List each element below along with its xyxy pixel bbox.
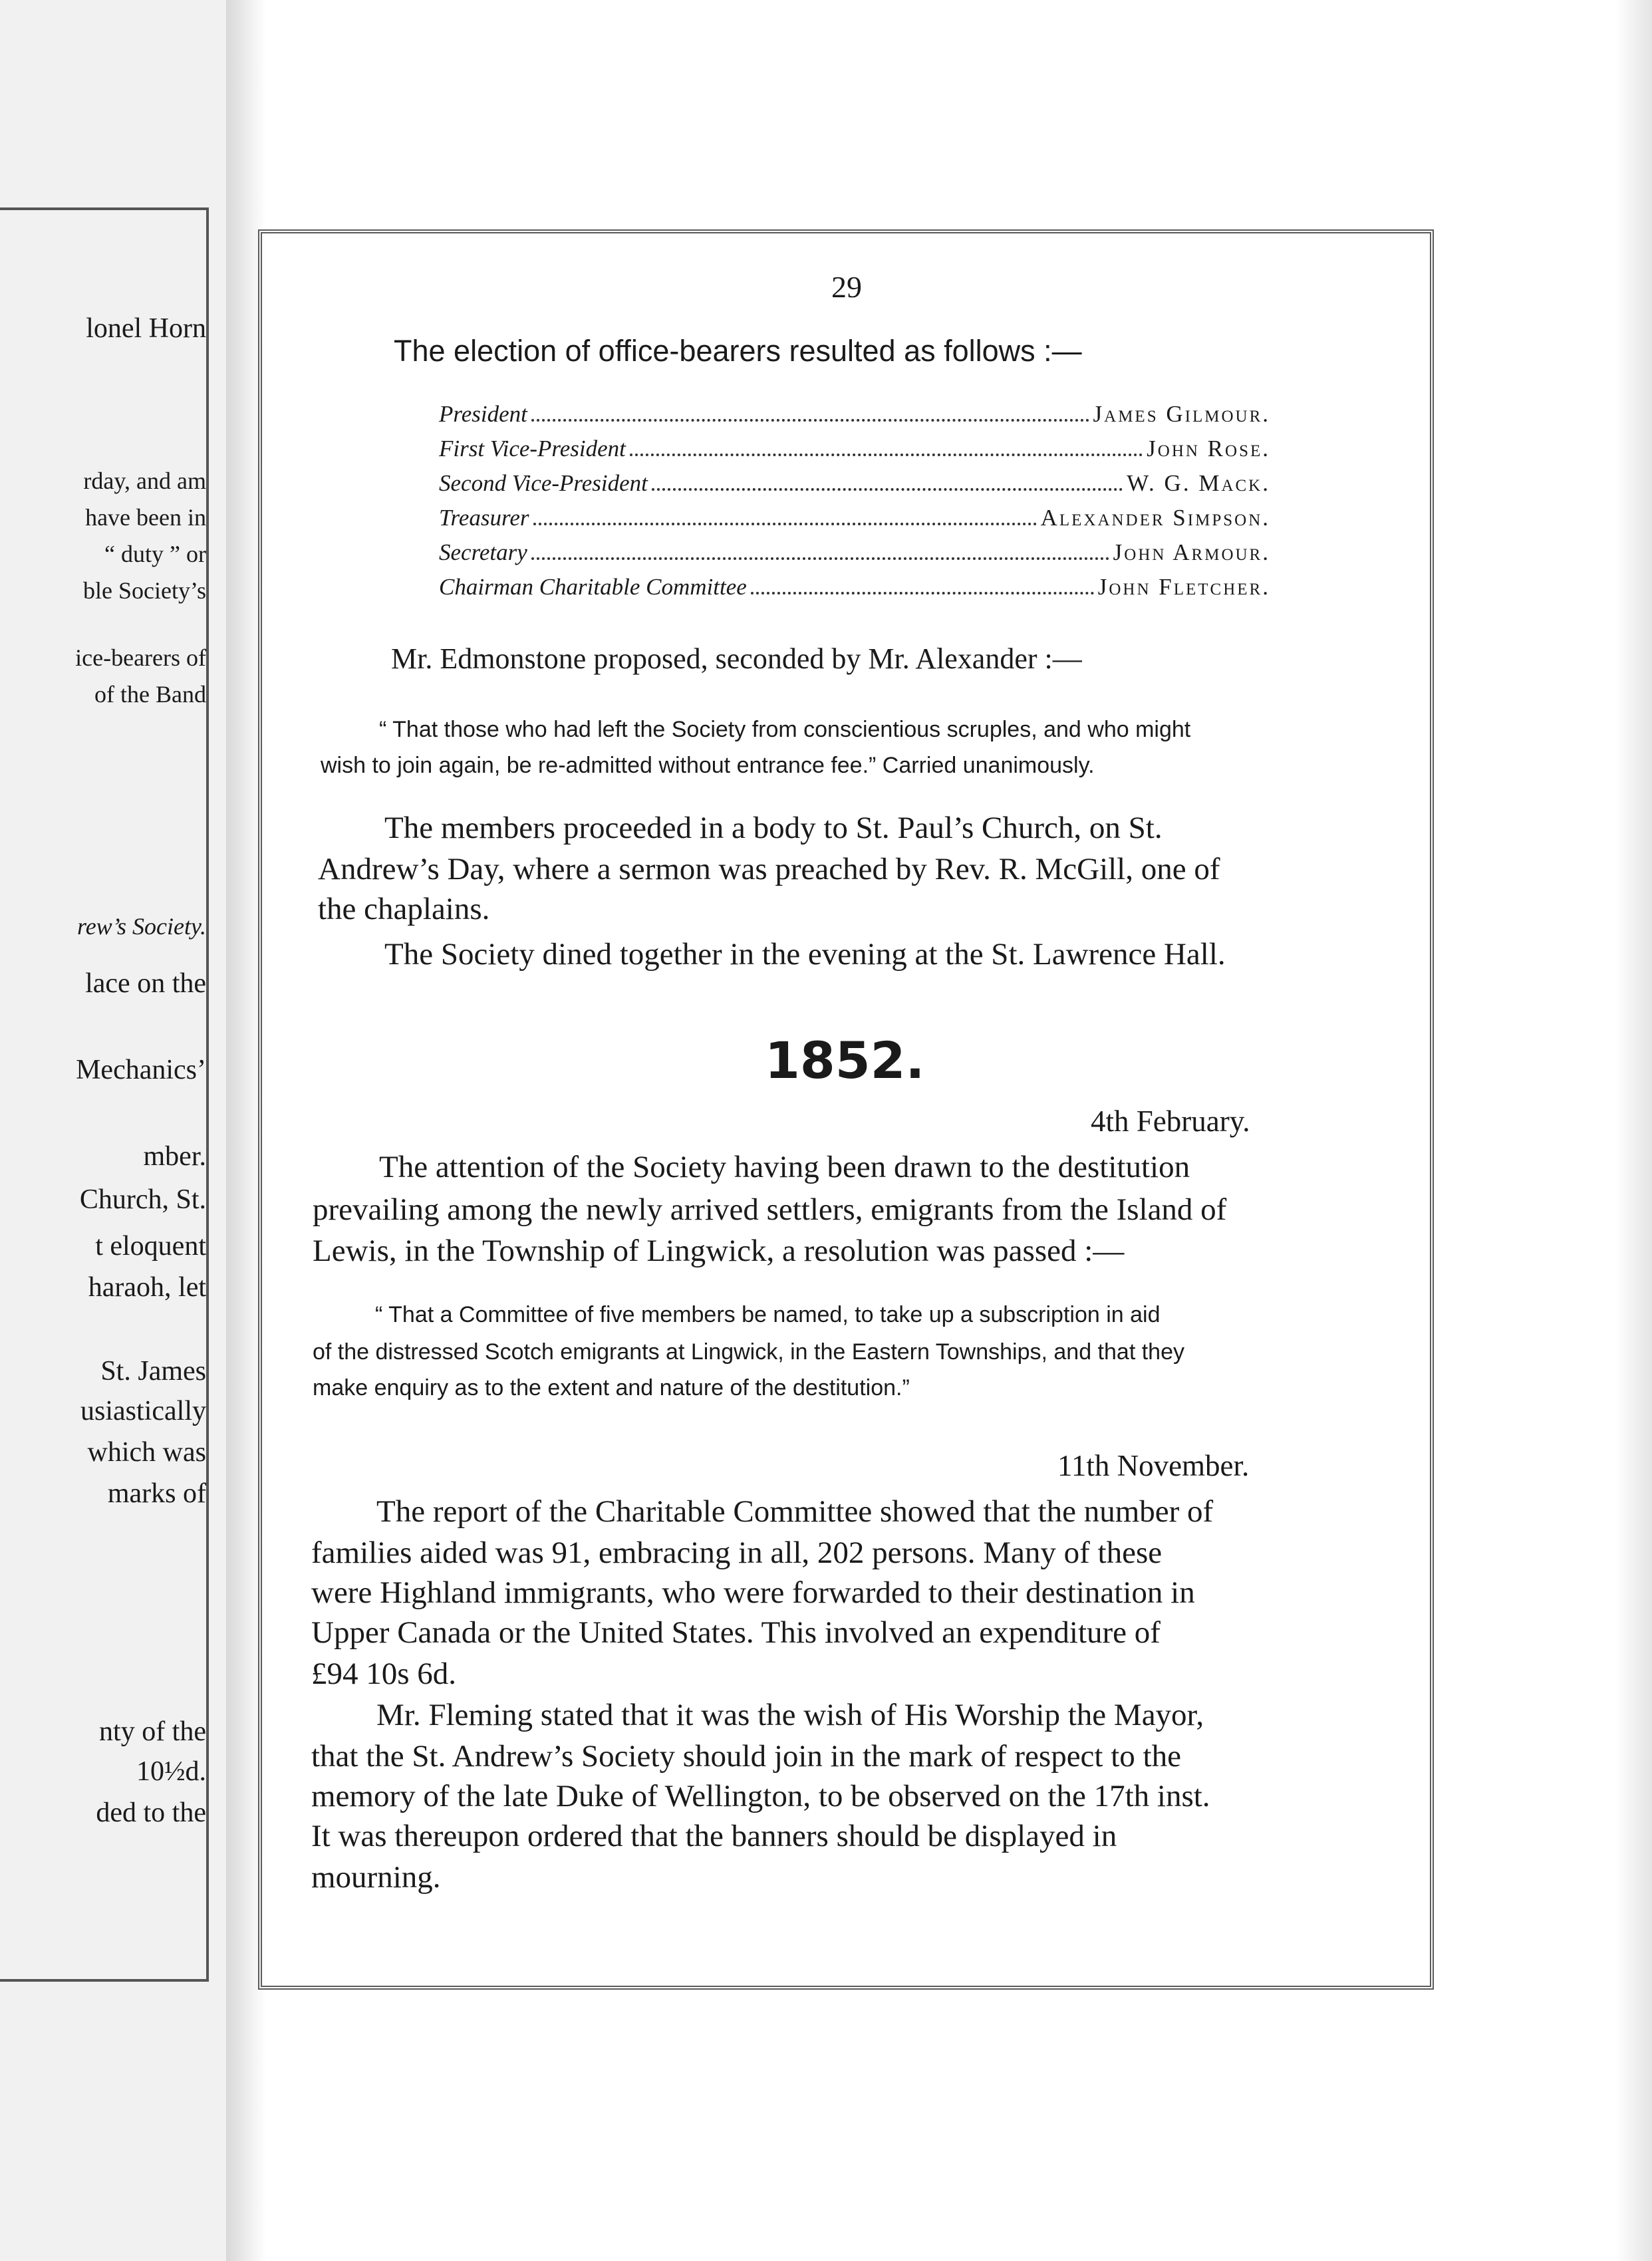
left-line: Church, St. (79, 1184, 206, 1215)
left-line: St. James (100, 1356, 206, 1387)
office-role: Secretary (439, 539, 527, 565)
left-line: mber. (143, 1141, 206, 1172)
paragraph-line: families aided was 91, embracing in all, 202 persons. Many of these (311, 1535, 1163, 1570)
paragraph-line: mourning. (311, 1860, 441, 1895)
office-bearer-row (439, 401, 1270, 428)
office-bearer-row (439, 505, 1270, 531)
left-line: rew’s Society. (77, 913, 206, 940)
paragraph-line: prevailing among the newly arrived settlers, emigrants from the Island of (313, 1192, 1227, 1227)
page-edge (1615, 0, 1652, 2261)
office-bearer-row (439, 436, 1270, 462)
paragraph-line: memory of the late Duke of Wellington, to be observed on the 17th inst. (311, 1779, 1210, 1813)
left-line: usiastically (80, 1396, 206, 1426)
office-name: John Armour. (1113, 539, 1270, 565)
office-name: John Rose. (1147, 436, 1270, 462)
resolution-quote-line: “ That those who had left the Society from conscientious scruples, and who might (379, 717, 1191, 742)
left-line: ded to the (96, 1797, 206, 1828)
year-heading: 1852. (765, 1031, 925, 1090)
left-page-fragment (0, 0, 228, 2261)
left-line: which was (87, 1437, 206, 1468)
office-name: Alexander Simpson. (1040, 505, 1270, 531)
dot-leader (531, 557, 1109, 560)
paragraph-line: Upper Canada or the United States. This involved an expenditure of (311, 1615, 1161, 1650)
paragraph-line: The Society dined together in the evening at the St. Lawrence Hall. (384, 937, 1226, 972)
left-line: lace on the (85, 968, 206, 999)
left-line: have been in (85, 504, 206, 531)
resolution-quote-line: wish to join again, be re-admitted without entrance fee.” Carried unanimously. (321, 753, 1095, 778)
paragraph-line: were Highland immigrants, who were forwarded to their destination in (311, 1575, 1195, 1610)
left-line: marks of (107, 1478, 206, 1509)
left-line: haraoh, let (88, 1272, 206, 1303)
office-role: Treasurer (439, 505, 529, 531)
left-line: ice-bearers of (75, 644, 206, 671)
paragraph-line: The members proceeded in a body to St. Paul’s Church, on St. (384, 811, 1163, 845)
paragraph-line: Mr. Fleming stated that it was the wish of His Worship the Mayor, (376, 1698, 1204, 1732)
left-line: of the Band (94, 681, 206, 708)
left-line: t eloquent (95, 1231, 206, 1262)
paragraph-line: It was thereupon ordered that the banners should be displayed in (311, 1819, 1117, 1853)
office-role: President (439, 401, 527, 427)
left-line: “ duty ” or (104, 541, 206, 567)
left-line: nty of the (99, 1716, 206, 1747)
election-intro: The election of office-bearers resulted as follows :— (394, 334, 1082, 368)
office-bearer-row (439, 574, 1270, 600)
resolution-quote-line: of the distressed Scotch emigrants at Lingwick, in the Eastern Townships, and that they (313, 1339, 1184, 1365)
office-bearer-row (439, 539, 1270, 566)
paragraph-line: the chaplains. (318, 892, 490, 926)
left-line: ble Society’s (83, 577, 206, 604)
date-heading: 4th February. (1091, 1105, 1250, 1138)
office-role: Second Vice-President (439, 470, 648, 496)
motion-text: Mr. Edmonstone proposed, seconded by Mr. Alexander :— (391, 642, 1082, 675)
dot-leader (652, 488, 1123, 491)
paragraph-line: Lewis, in the Township of Lingwick, a resolution was passed :— (313, 1234, 1125, 1268)
office-bearer-row (439, 470, 1270, 497)
resolution-quote-line: “ That a Committee of five members be named, to take up a subscription in aid (375, 1302, 1161, 1327)
left-line: Mechanics’ (76, 1055, 206, 1085)
dot-leader (630, 454, 1143, 456)
dot-leader (533, 523, 1037, 525)
paragraph-line: Andrew’s Day, where a sermon was preached by Rev. R. McGill, one of (318, 852, 1220, 886)
dot-leader (531, 419, 1089, 422)
left-line: lonel Horn (86, 313, 206, 344)
office-role: First Vice-President (439, 436, 626, 462)
left-line: 10½d. (136, 1756, 206, 1787)
paragraph-line: £94 10s 6d. (311, 1657, 457, 1691)
dot-leader (751, 592, 1094, 595)
paragraph-line: The report of the Charitable Committee showed that the number of (376, 1494, 1214, 1529)
office-name: W. G. Mack. (1127, 470, 1270, 496)
office-name: John Fletcher. (1097, 574, 1270, 600)
resolution-quote-line: make enquiry as to the extent and nature of the destitution.” (313, 1375, 910, 1400)
page-number: 29 (831, 270, 862, 304)
left-line: rday, and am (83, 467, 206, 494)
office-role: Chairman Charitable Committee (439, 574, 747, 600)
office-name: James Gilmour. (1093, 401, 1270, 427)
paragraph-line: that the St. Andrew’s Society should join in the mark of respect to the (311, 1739, 1181, 1774)
paragraph-line: The attention of the Society having been drawn to the destitution (379, 1150, 1190, 1184)
date-heading: 11th November. (1057, 1449, 1250, 1482)
